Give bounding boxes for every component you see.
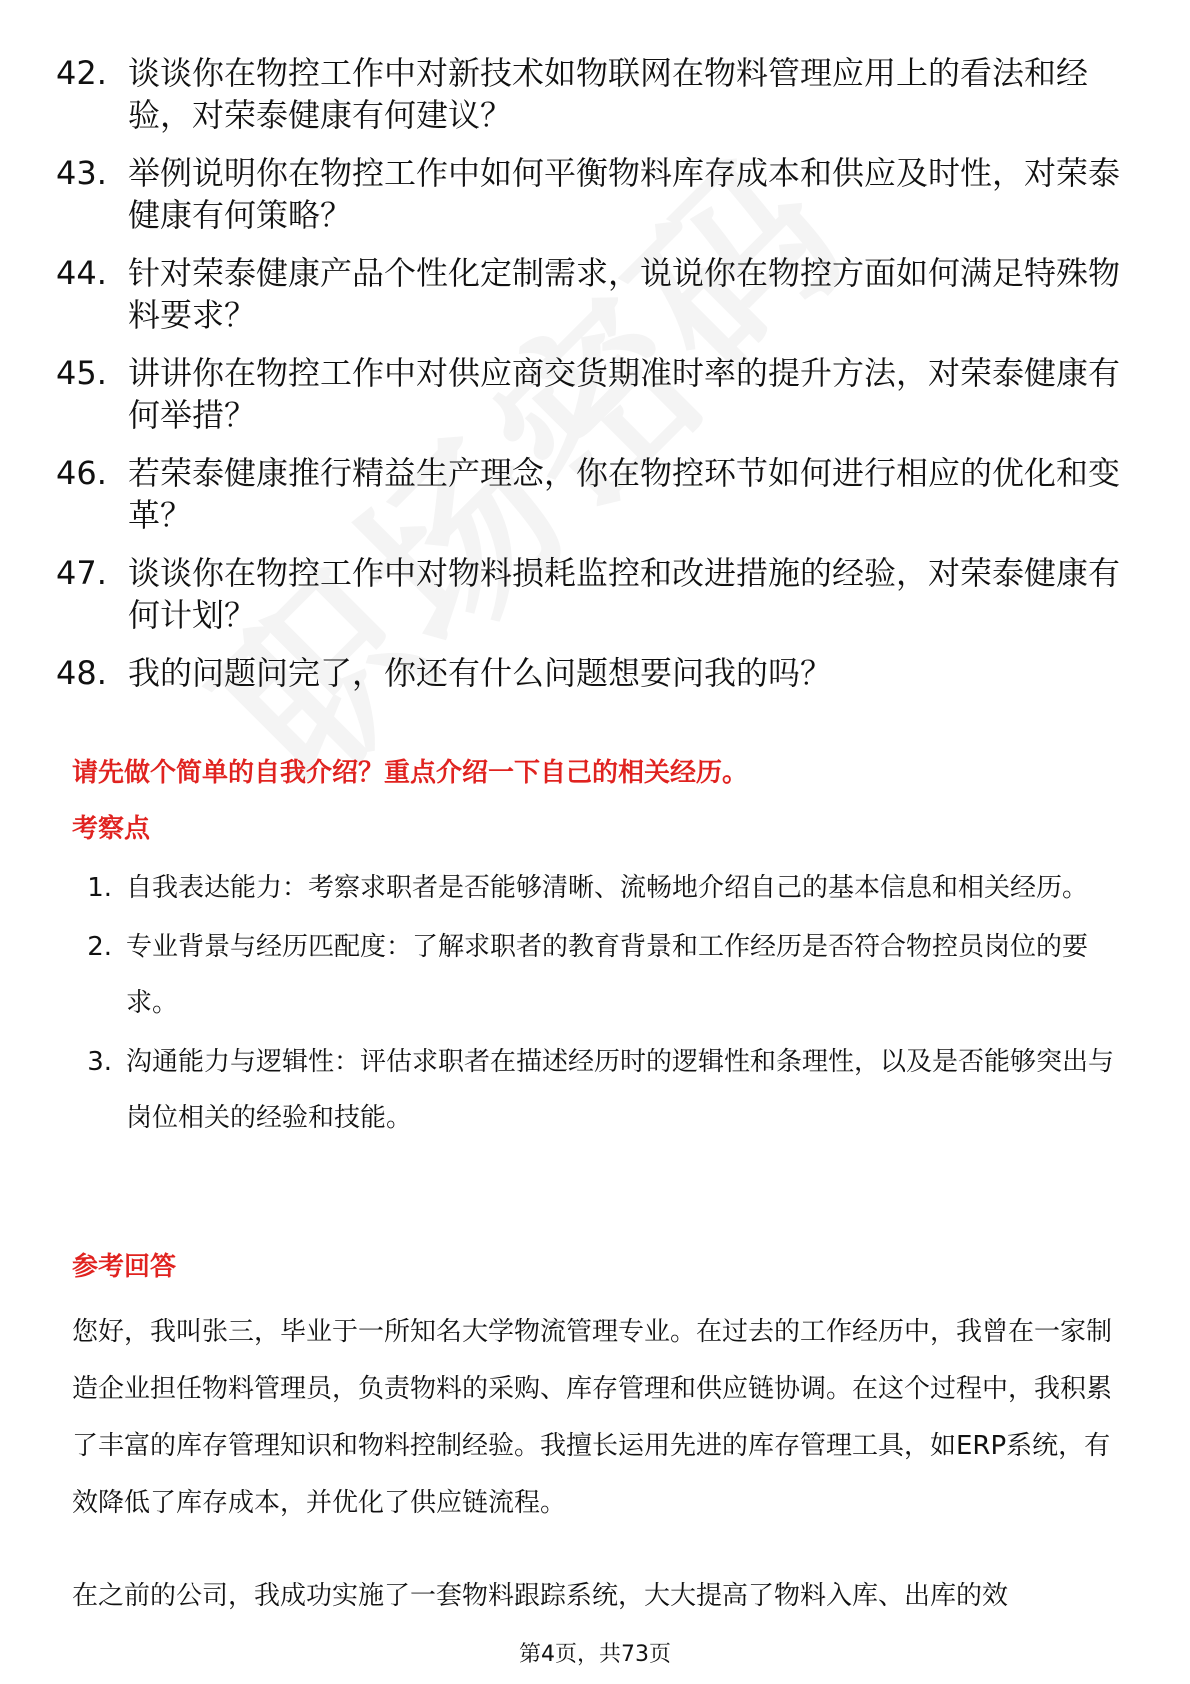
point-text: 自我表达能力：考察求职者是否能够清晰、流畅地介绍自己的基本信息和相关经历。	[126, 873, 1089, 903]
question-item	[56, 252, 1136, 336]
point-number: 3.	[87, 1047, 112, 1077]
points-heading: 考察点	[72, 814, 151, 844]
question-text: 谈谈你在物控工作中对新技术如物联网在物料管理应用上的看法和经验，对荣泰健康有何建议？	[128, 54, 1089, 134]
question-item	[56, 452, 1136, 536]
question-text: 讲讲你在物控工作中对供应商交货期准时率的提升方法，对荣泰健康有何举措？	[128, 354, 1121, 434]
question-text: 我的问题问完了，你还有什么问题想要问我的吗？	[128, 654, 833, 692]
point-item	[72, 1034, 1122, 1146]
point-text: 专业背景与经历匹配度：了解求职者的教育背景和工作经历是否符合物控员岗位的要求。	[126, 932, 1089, 1018]
answer-paragraph: 在之前的公司，我成功实施了一套物料跟踪系统，大大提高了物料入库、出库的效	[72, 1581, 1009, 1611]
points-list	[72, 860, 1122, 1149]
section-question-title: 请先做个简单的自我介绍？重点介绍一下自己的相关经历。	[72, 758, 749, 788]
question-list	[56, 52, 1136, 710]
question-number: 43.	[56, 154, 107, 192]
question-number: 44.	[56, 254, 107, 292]
point-number: 1.	[87, 873, 112, 903]
question-text: 谈谈你在物控工作中对物料损耗监控和改进措施的经验，对荣泰健康有何计划？	[128, 554, 1121, 634]
question-item	[56, 52, 1136, 136]
question-number: 42.	[56, 54, 107, 92]
question-number: 48.	[56, 654, 107, 692]
page-number: 第4页，共73页	[519, 1642, 671, 1667]
question-item	[56, 352, 1136, 436]
question-text: 举例说明你在物控工作中如何平衡物料库存成本和供应及时性，对荣泰健康有何策略？	[128, 154, 1121, 234]
question-number: 46.	[56, 454, 107, 492]
question-text: 针对荣泰健康产品个性化定制需求，说说你在物控方面如何满足特殊物料要求？	[128, 254, 1121, 334]
question-number: 47.	[56, 554, 107, 592]
question-item	[56, 652, 1136, 694]
question-number: 45.	[56, 354, 107, 392]
answer-heading: 参考回答	[72, 1252, 177, 1282]
point-item	[72, 919, 1122, 1031]
question-item	[56, 152, 1136, 236]
question-item	[56, 552, 1136, 636]
point-number: 2.	[87, 932, 112, 962]
point-text: 沟通能力与逻辑性：评估求职者在描述经历时的逻辑性和条理性，以及是否能够突出与岗位相关的经验和技能。	[126, 1047, 1115, 1133]
question-text: 若荣泰健康推行精益生产理念，你在物控环节如何进行相应的优化和变革？	[128, 454, 1121, 534]
answer-paragraph: 您好，我叫张三，毕业于一所知名大学物流管理专业。在过去的工作经历中，我曾在一家制造企业担任物料管理员，负责物料的采购、库存管理和供应链协调。在这个过程中，我积累了丰富的库存管理知识和物料控制经验。我擅长运用先进的库存管理工具，如ERP系统，有效降低了库存成本，并优化了供应链流程。	[72, 1317, 1113, 1518]
point-item	[72, 860, 1122, 916]
